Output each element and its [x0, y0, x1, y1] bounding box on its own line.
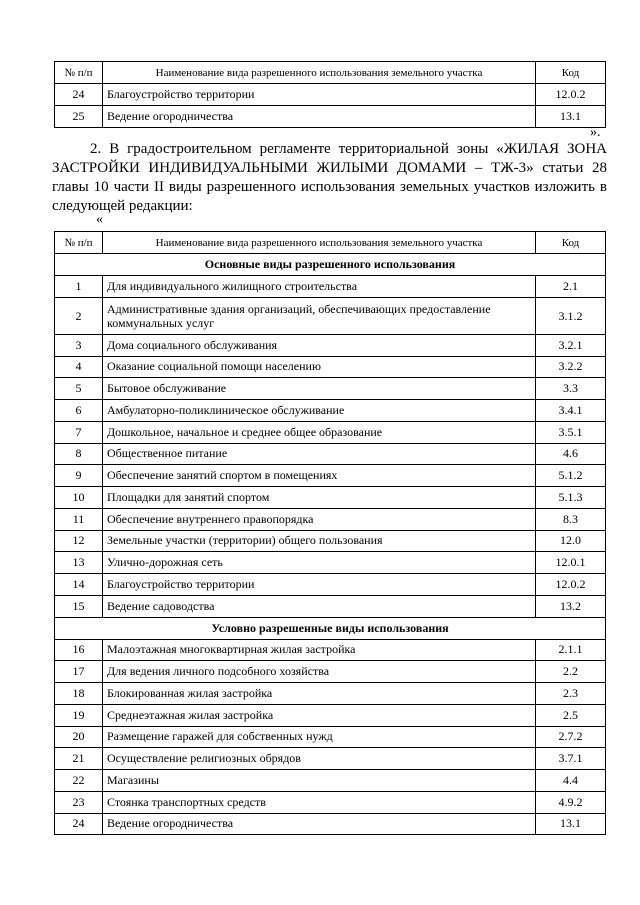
- row-code: 2.7.2: [536, 726, 606, 748]
- row-name: Улично-дорожная сеть: [103, 552, 536, 574]
- row-code: 5.1.3: [536, 487, 606, 509]
- table-row: [55, 639, 606, 661]
- row-num: 24: [55, 84, 103, 106]
- row-name: Среднеэтажная жилая застройка: [103, 704, 536, 726]
- row-code: 3.1.2: [536, 297, 606, 334]
- table-row: [55, 106, 606, 128]
- row-code: 4.4: [536, 770, 606, 792]
- table-row: [55, 356, 606, 378]
- row-name: Малоэтажная многоквартирная жилая застройка: [103, 639, 536, 661]
- row-code: 2.3: [536, 683, 606, 705]
- row-code: 12.0.1: [536, 552, 606, 574]
- table-row: [55, 791, 606, 813]
- row-code: 3.4.1: [536, 400, 606, 422]
- row-num: 19: [55, 704, 103, 726]
- section-title: Условно разрешенные виды использования: [55, 617, 606, 639]
- row-code: 13.1: [536, 106, 606, 128]
- row-num: 4: [55, 356, 103, 378]
- section-conditional-uses: [55, 617, 606, 639]
- column-header-num: № п/п: [55, 232, 103, 254]
- row-code: 4.6: [536, 443, 606, 465]
- row-num: 6: [55, 400, 103, 422]
- column-header-name: Наименование вида разрешенного использования земельного участка: [103, 232, 536, 254]
- row-num: 17: [55, 661, 103, 683]
- row-num: 15: [55, 595, 103, 617]
- column-header-num: № п/п: [55, 62, 103, 84]
- row-num: 14: [55, 574, 103, 596]
- table-row: [55, 400, 606, 422]
- row-name: Амбулаторно-поликлиническое обслуживание: [103, 400, 536, 422]
- row-num: 5: [55, 378, 103, 400]
- table-row: [55, 297, 606, 334]
- row-code: 13.2: [536, 595, 606, 617]
- table-row: [55, 683, 606, 705]
- row-num: 20: [55, 726, 103, 748]
- row-name: Блокированная жилая застройка: [103, 683, 536, 705]
- row-code: 12.0: [536, 530, 606, 552]
- table1-body: [55, 84, 606, 128]
- row-name: Дома социального обслуживания: [103, 334, 536, 356]
- row-code: 3.7.1: [536, 748, 606, 770]
- section-main-uses: [55, 254, 606, 276]
- row-name: Для индивидуального жилищного строительства: [103, 276, 536, 298]
- row-code: 4.9.2: [536, 791, 606, 813]
- row-num: 3: [55, 334, 103, 356]
- row-name: Земельные участки (территории) общего пользования: [103, 530, 536, 552]
- row-num: 2: [55, 297, 103, 334]
- row-name: Для ведения личного подсобного хозяйства: [103, 661, 536, 683]
- row-num: 10: [55, 487, 103, 509]
- row-name: Оказание социальной помощи населению: [103, 356, 536, 378]
- row-num: 9: [55, 465, 103, 487]
- row-num: 23: [55, 791, 103, 813]
- table-row: [55, 276, 606, 298]
- row-num: 18: [55, 683, 103, 705]
- row-num: 12: [55, 530, 103, 552]
- row-num: 22: [55, 770, 103, 792]
- row-num: 24: [55, 813, 103, 835]
- column-header-code: Код: [536, 232, 606, 254]
- table-row: [55, 487, 606, 509]
- table-row: [55, 770, 606, 792]
- table-row: [55, 574, 606, 596]
- column-header-code: Код: [536, 62, 606, 84]
- row-num: 7: [55, 421, 103, 443]
- section-title: Основные виды разрешенного использования: [55, 254, 606, 276]
- table-row: [55, 334, 606, 356]
- row-name: Благоустройство территории: [103, 574, 536, 596]
- row-code: 2.2: [536, 661, 606, 683]
- row-num: 11: [55, 508, 103, 530]
- row-name: Площадки для занятий спортом: [103, 487, 536, 509]
- table-row: [55, 726, 606, 748]
- table-row: [55, 421, 606, 443]
- table-row: [55, 530, 606, 552]
- row-num: 1: [55, 276, 103, 298]
- row-code: 3.2.2: [536, 356, 606, 378]
- row-name: Дошкольное, начальное и среднее общее образование: [103, 421, 536, 443]
- row-name: Стоянка транспортных средств: [103, 791, 536, 813]
- table-row: [55, 552, 606, 574]
- row-name: Обеспечение внутреннего правопорядка: [103, 508, 536, 530]
- opening-quote: «: [96, 212, 103, 227]
- row-name: Ведение огородничества: [103, 106, 536, 128]
- row-name: Благоустройство территории: [103, 84, 536, 106]
- row-code: 5.1.2: [536, 465, 606, 487]
- amendment-paragraph: [52, 140, 607, 216]
- table-previous-zone: [54, 61, 606, 128]
- row-code: 2.1: [536, 276, 606, 298]
- row-num: 21: [55, 748, 103, 770]
- row-code: 12.0.2: [536, 84, 606, 106]
- row-code: 3.5.1: [536, 421, 606, 443]
- row-name: Бытовое обслуживание: [103, 378, 536, 400]
- row-name: Общественное питание: [103, 443, 536, 465]
- row-code: 3.3: [536, 378, 606, 400]
- row-code: 3.2.1: [536, 334, 606, 356]
- row-name: Магазины: [103, 770, 536, 792]
- closing-quote: ».: [590, 125, 601, 140]
- row-num: 13: [55, 552, 103, 574]
- row-name: Административные здания организаций, обеспечивающих предоставление коммунальных услуг: [103, 297, 536, 334]
- row-num: 16: [55, 639, 103, 661]
- table-row: [55, 748, 606, 770]
- row-num: 8: [55, 443, 103, 465]
- row-name: Ведение огородничества: [103, 813, 536, 835]
- table2-body: [55, 254, 606, 835]
- table-row: [55, 378, 606, 400]
- row-code: 8.3: [536, 508, 606, 530]
- row-code: 12.0.2: [536, 574, 606, 596]
- row-name: Обеспечение занятий спортом в помещениях: [103, 465, 536, 487]
- row-name: Ведение садоводства: [103, 595, 536, 617]
- paragraph-text: 2. В градостроительном регламенте территориальной зоны «ЖИЛАЯ ЗОНА ЗАСТРОЙКИ ИНДИВИДУАЛЬНЫМИ ЖИЛЫМИ ДОМАМИ – ТЖ-3» статьи 28 главы 10 части II виды разрешенного использования земельных участков изложить в следующей редакции:: [52, 141, 607, 214]
- row-name: Осуществление религиозных обрядов: [103, 748, 536, 770]
- row-code: 13.1: [536, 813, 606, 835]
- table-row: [55, 813, 606, 835]
- table-row: [55, 443, 606, 465]
- table-row: [55, 704, 606, 726]
- column-header-name: Наименование вида разрешенного использования земельного участка: [103, 62, 536, 84]
- table-row: [55, 508, 606, 530]
- row-code: 2.1.1: [536, 639, 606, 661]
- table-tzh3-uses: [54, 231, 606, 835]
- row-code: 2.5: [536, 704, 606, 726]
- row-name: Размещение гаражей для собственных нужд: [103, 726, 536, 748]
- table-row: [55, 595, 606, 617]
- table-row: [55, 465, 606, 487]
- table-row: [55, 661, 606, 683]
- table-row: [55, 84, 606, 106]
- row-num: 25: [55, 106, 103, 128]
